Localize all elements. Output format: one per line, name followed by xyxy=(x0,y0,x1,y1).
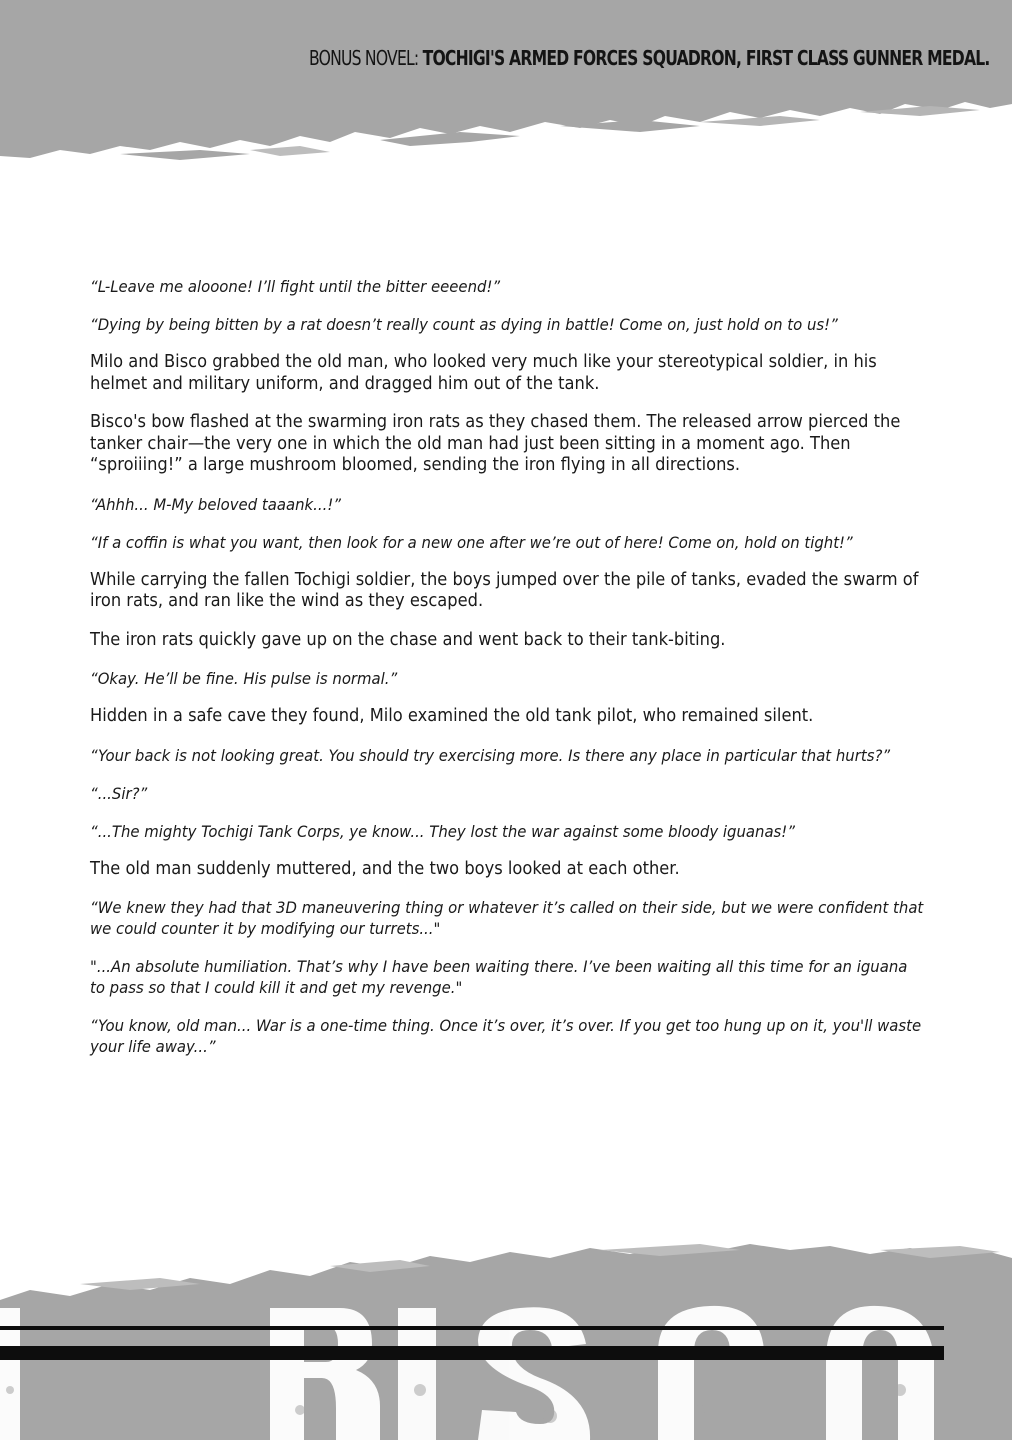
paragraph: “Dying by being bitten by a rat doesn’t really count as dying in battle! Come on, just hold on to us!” xyxy=(90,315,838,334)
paragraph: “Your back is not looking great. You should try exercising more. Is there any place in particular that hurts?” xyxy=(90,745,891,765)
paragraph: “L-Leave me alooone! I’ll fight until the bitter eeeend!” xyxy=(90,277,501,296)
footer-logo-banner xyxy=(0,1240,1012,1440)
paragraph: "...An absolute humiliation. That’s why I have been waiting there. I’ve been waiting all this time for an iguana to pass so that I could kill it and get my revenge." xyxy=(90,957,908,997)
novel-body xyxy=(90,276,924,1074)
header-banner xyxy=(0,0,1012,200)
paragraph: “...Sir?” xyxy=(90,783,148,803)
paragraph: While carrying the fallen Tochigi soldier, the boys jumped over the pile of tanks, evaded the swarm of iron rats, and ran like the wind as they escaped. xyxy=(90,569,919,611)
paragraph: Bisco's bow flashed at the swarming iron rats as they chased them. The released arrow pierced the tanker chair—the very one in which the old man had just been sitting in a moment ago. Then “sproiiing!” a large mushroom bloomed, sending the iron flying in all directions. xyxy=(90,412,901,475)
running-header xyxy=(309,46,990,70)
paragraph: Milo and Bisco grabbed the old man, who looked very much like your stereotypical soldier, in his helmet and military uniform, and dragged him out of the tank. xyxy=(90,352,877,394)
paragraph: Hidden in a safe cave they found, Milo examined the old tank pilot, who remained silent. xyxy=(90,706,814,726)
paragraph: “We knew they had that 3D maneuvering thing or whatever it’s called on their side, but we were confident that we could counter it by modifying our turrets..." xyxy=(90,898,924,938)
paragraph: “You know, old man... War is a one-time thing. Once it’s over, it’s over. If you get too hung up on it, you'll waste your life away...” xyxy=(90,1016,922,1056)
header-title: TOCHIGI'S ARMED FORCES SQUADRON, FIRST CLASS GUNNER MEDAL. xyxy=(423,46,991,70)
paragraph: “Ahhh... M-My beloved taaank...!” xyxy=(90,494,341,514)
paragraph: “...The mighty Tochigi Tank Corps, ye know... They lost the war against some bloody iguanas!” xyxy=(90,821,795,841)
header-prefix: BONUS NOVEL: xyxy=(309,46,424,70)
paragraph: The iron rats quickly gave up on the chase and went back to their tank-biting. xyxy=(90,629,726,650)
paragraph: “Okay. He’ll be fine. His pulse is normal.” xyxy=(90,669,398,688)
paragraph: “If a coffin is what you want, then look for a new one after we’re out of here! Come on, hold on tight!” xyxy=(90,532,853,552)
paragraph: The old man suddenly muttered, and the two boys looked at each other. xyxy=(90,858,680,879)
